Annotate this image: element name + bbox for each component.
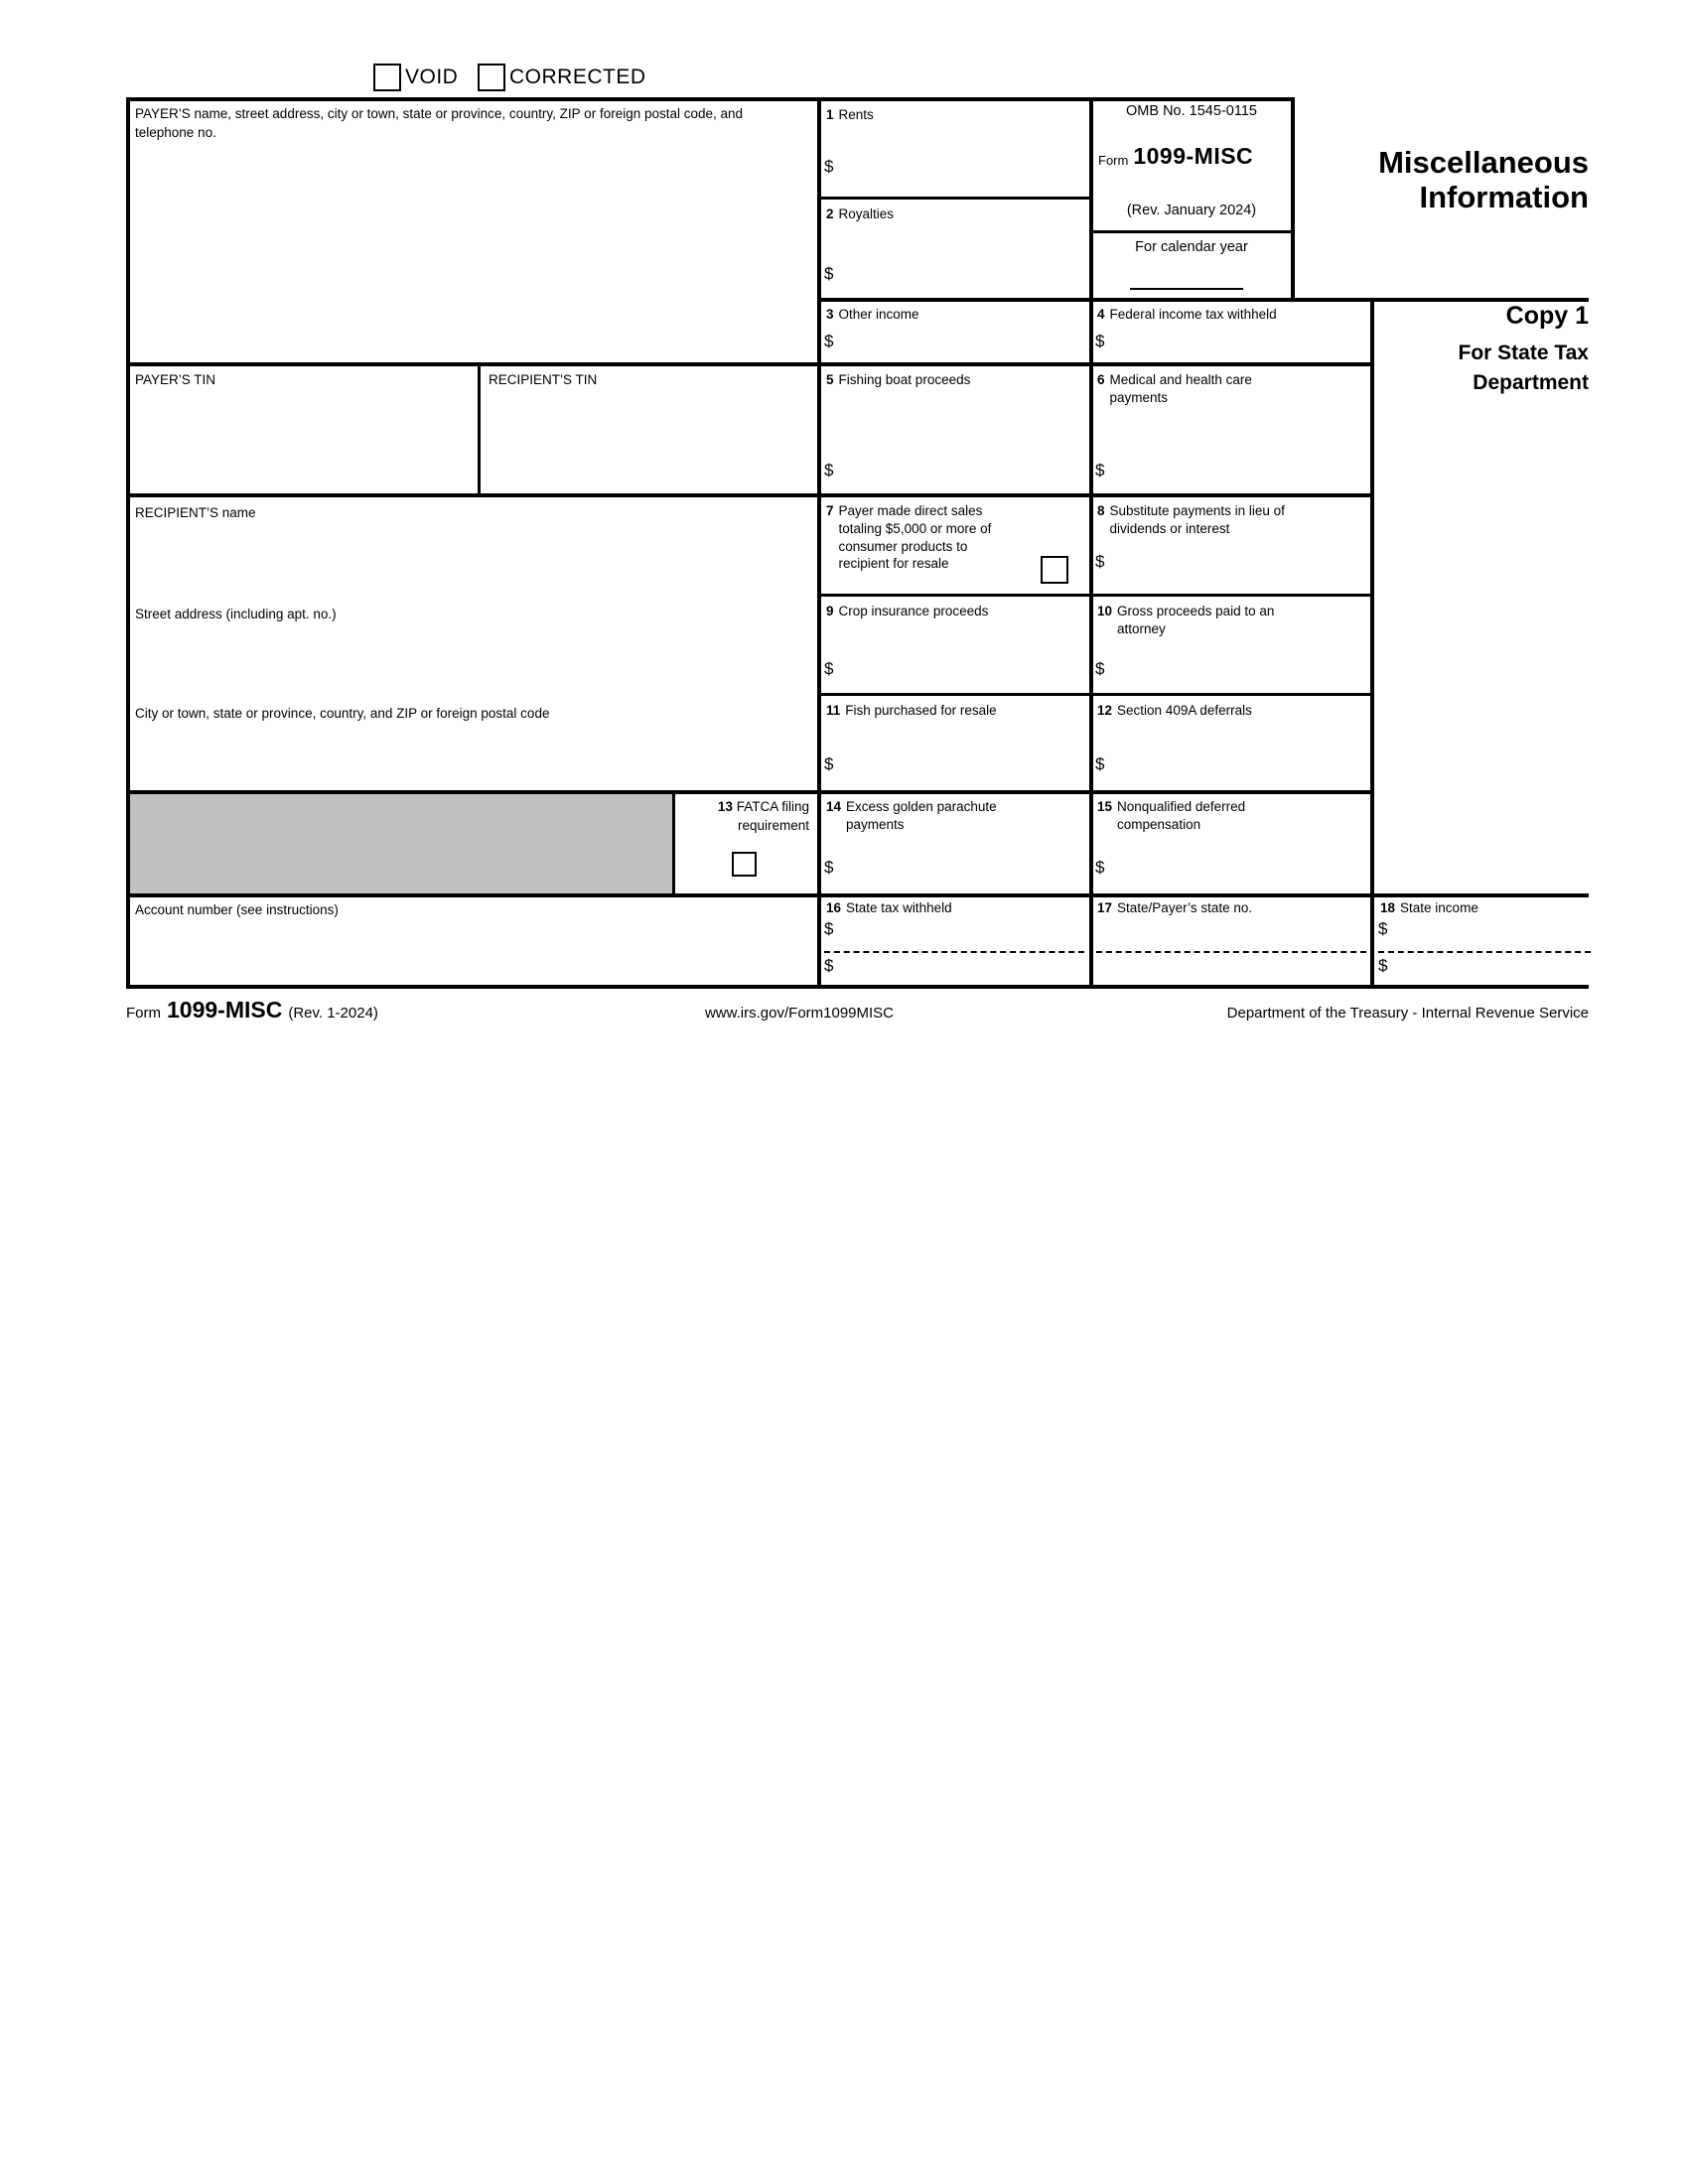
- dollar-sign: $: [824, 858, 834, 877]
- recipient-name-field[interactable]: [131, 528, 812, 600]
- dollar-sign: $: [824, 956, 834, 975]
- form-title: [1281, 145, 1589, 215]
- dashed-divider: [1378, 951, 1591, 953]
- box3-number: 3: [826, 307, 834, 322]
- payer-info-label: PAYER’S name, street address, city or town, state or province, country, ZIP or foreign postal code, and telephone no.: [135, 106, 744, 140]
- box5-label: 5 Fishing boat proceeds: [826, 372, 971, 387]
- border-line: [817, 197, 1089, 200]
- border-line: [126, 97, 1294, 101]
- footer-form-word: Form: [126, 1005, 161, 1022]
- box6-amount-field[interactable]: [1095, 461, 1353, 480]
- dollar-sign: $: [824, 332, 834, 350]
- dollar-sign: $: [824, 754, 834, 773]
- box18-amount-field-1[interactable]: [1378, 919, 1577, 939]
- box16-label: 16 State tax withheld: [826, 900, 952, 915]
- box8-label: 8 Substitute payments in lieu of dividends or interest: [1097, 503, 1285, 536]
- border-line: [817, 97, 821, 989]
- box12-label: 12 Section 409A deferrals: [1097, 703, 1252, 718]
- box12-number: 12: [1097, 703, 1113, 718]
- box18-number: 18: [1380, 900, 1396, 915]
- box15-number: 15: [1097, 799, 1113, 814]
- street-address-field[interactable]: [131, 629, 812, 697]
- box3-label: 3 Other income: [826, 307, 919, 322]
- calendar-year-label: For calendar year: [1135, 239, 1248, 255]
- copy-for-line2: Department: [1473, 371, 1589, 395]
- box17-number: 17: [1097, 900, 1113, 915]
- recipient-tin-field[interactable]: [485, 393, 812, 490]
- box2-label: 2 Royalties: [826, 206, 895, 221]
- omb-number: OMB No. 1545-0115: [1126, 103, 1257, 119]
- account-number-label: Account number (see instructions): [135, 902, 339, 917]
- box4-number: 4: [1097, 307, 1105, 322]
- form-number-block: [1098, 143, 1289, 170]
- dollar-sign: $: [824, 264, 834, 283]
- box18-label: 18 State income: [1380, 900, 1478, 915]
- payer-tin-label: PAYER’S TIN: [135, 372, 216, 387]
- box15-label: 15 Nonqualified deferred compensation: [1097, 799, 1246, 832]
- footer-form-number: 1099-MISC: [167, 997, 283, 1023]
- box10-label: 10 Gross proceeds paid to an attorney: [1097, 604, 1275, 636]
- payer-tin-field[interactable]: [131, 393, 473, 490]
- copy-for-label: [1380, 339, 1589, 399]
- box1-label: 1 Rents: [826, 107, 874, 122]
- dollar-sign: $: [1378, 919, 1388, 938]
- corrected-checkbox[interactable]: [478, 64, 505, 91]
- box9-label: 9 Crop insurance proceeds: [826, 604, 989, 618]
- form-title-line2: Information: [1419, 180, 1589, 215]
- box14-number: 14: [826, 799, 842, 814]
- box6-label: 6 Medical and health care payments: [1097, 372, 1252, 405]
- box10-number: 10: [1097, 604, 1113, 618]
- recipient-tin-label: RECIPIENT’S TIN: [489, 372, 598, 387]
- border-line: [126, 362, 1373, 366]
- box2-amount-field[interactable]: [824, 264, 1077, 284]
- payer-info-field[interactable]: [131, 151, 812, 355]
- form-word: Form: [1098, 153, 1129, 168]
- box14-label: 14 Excess golden parachute payments: [826, 799, 997, 832]
- footer-revision: (Rev. 1-2024): [288, 1005, 378, 1022]
- box1-number: 1: [826, 107, 834, 122]
- box12-amount-field[interactable]: [1095, 754, 1353, 774]
- recipient-name-label: RECIPIENT’S name: [135, 505, 256, 520]
- box13-label: [678, 798, 809, 836]
- street-address-label: Street address (including apt. no.): [135, 607, 337, 621]
- box8-number: 8: [1097, 503, 1105, 518]
- box3-amount-field[interactable]: [824, 332, 1077, 351]
- border-line: [1089, 97, 1093, 989]
- dollar-sign: $: [824, 659, 834, 678]
- box7-checkbox[interactable]: [1041, 556, 1068, 584]
- border-line: [478, 362, 481, 495]
- footer-form-block: [126, 997, 378, 1022]
- box10-amount-field[interactable]: [1095, 659, 1353, 679]
- box13-number: 13: [717, 799, 733, 814]
- dollar-sign: $: [1095, 754, 1105, 773]
- form-title-line1: Miscellaneous: [1378, 145, 1589, 180]
- box7-label: 7 Payer made direct sales totaling $5,000 or more of consumer products to recipient for resale: [826, 503, 992, 572]
- corrected-label: CORRECTED: [509, 66, 646, 88]
- footer-agency: Department of the Treasury - Internal Revenue Service: [1226, 1005, 1589, 1022]
- box1-amount-field[interactable]: [824, 157, 1077, 177]
- copy-label: Copy 1: [1505, 302, 1589, 330]
- calendar-year-field[interactable]: [1130, 266, 1243, 290]
- void-label: VOID: [405, 66, 459, 88]
- box11-label: 11 Fish purchased for resale: [826, 703, 997, 718]
- box4-label: 4 Federal income tax withheld: [1097, 307, 1277, 322]
- void-checkbox[interactable]: [373, 64, 401, 91]
- box14-amount-field[interactable]: [824, 858, 1077, 878]
- border-line: [126, 97, 130, 989]
- border-line: [1089, 230, 1294, 233]
- box9-amount-field[interactable]: [824, 659, 1077, 679]
- box13-label-line1: FATCA filing: [736, 799, 809, 814]
- dollar-sign: $: [1095, 332, 1105, 350]
- dollar-sign: $: [1095, 858, 1105, 877]
- dollar-sign: $: [824, 157, 834, 176]
- box11-amount-field[interactable]: [824, 754, 1077, 774]
- box9-number: 9: [826, 604, 834, 618]
- box17-state-no-field[interactable]: [1095, 921, 1365, 981]
- box7-number: 7: [826, 503, 834, 518]
- dollar-sign: $: [824, 919, 834, 938]
- box17-label: 17 State/Payer’s state no.: [1097, 900, 1253, 915]
- form-number: 1099-MISC: [1133, 143, 1254, 169]
- box16-number: 16: [826, 900, 842, 915]
- dollar-sign: $: [824, 461, 834, 479]
- footer-url: www.irs.gov/Form1099MISC: [704, 1005, 895, 1022]
- box8-amount-field[interactable]: [1095, 552, 1353, 572]
- border-line: [817, 594, 1373, 597]
- box15-amount-field[interactable]: [1095, 858, 1353, 878]
- border-line: [126, 790, 1373, 794]
- border-line: [817, 693, 1373, 696]
- revision-label: (Rev. January 2024): [1126, 203, 1257, 218]
- dollar-sign: $: [1378, 956, 1388, 975]
- box2-number: 2: [826, 206, 834, 221]
- dollar-sign: $: [1095, 552, 1105, 571]
- dollar-sign: $: [1095, 461, 1105, 479]
- box6-number: 6: [1097, 372, 1105, 387]
- copy-for-line1: For State Tax: [1458, 341, 1589, 364]
- border-line: [126, 493, 1373, 497]
- box16-amount-field-2[interactable]: [824, 956, 1077, 976]
- box4-amount-field[interactable]: [1095, 332, 1353, 351]
- box5-amount-field[interactable]: [824, 461, 1077, 480]
- box13-label-line2: requirement: [737, 817, 809, 833]
- border-line: [672, 790, 675, 895]
- fatca-checkbox[interactable]: [732, 852, 757, 877]
- dashed-divider: [824, 951, 1084, 953]
- border-line: [1370, 298, 1374, 989]
- city-label: City or town, state or province, country, and ZIP or foreign postal code: [135, 706, 550, 721]
- box16-amount-field-1[interactable]: [824, 919, 1077, 939]
- box5-number: 5: [826, 372, 834, 387]
- account-number-field[interactable]: [131, 925, 812, 981]
- box18-amount-field-2[interactable]: [1378, 956, 1577, 976]
- city-field[interactable]: [131, 731, 812, 786]
- box11-number: 11: [826, 703, 841, 718]
- shaded-area: [128, 793, 672, 893]
- dollar-sign: $: [1095, 659, 1105, 678]
